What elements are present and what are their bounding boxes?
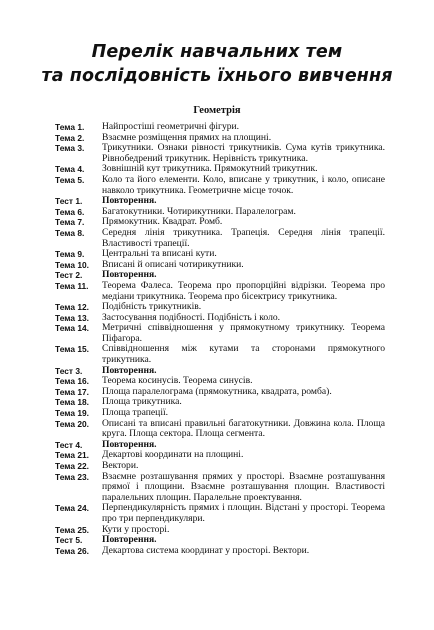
topics-list	[55, 122, 385, 556]
topic-title: Декартові координати на площині.	[102, 449, 244, 461]
topic-title: Повторення.	[102, 195, 157, 207]
topic-number: Тема 10.	[55, 259, 89, 270]
topic-title: Прямокутник. Квадрат. Ромб.	[102, 216, 223, 228]
topic-number: Тема 9.	[55, 249, 85, 260]
topic-number: Тема 4.	[55, 164, 85, 175]
topic-number: Тема 16.	[55, 376, 89, 387]
topic-number: Тест 3.	[55, 365, 83, 376]
topic-title: Повторення.	[102, 364, 157, 376]
topic-title: Коло та його елементи. Коло, вписане у трикутник, і коло, описане навколо трикутника. Геометричне місце точок.	[102, 173, 385, 196]
topic-number: Тест 4.	[55, 439, 83, 450]
topic-row	[55, 461, 385, 472]
topic-number: Тема 1.	[55, 122, 85, 132]
topic-number: Тема 22.	[55, 461, 89, 471]
topic-number: Тема 25.	[55, 524, 89, 535]
topic-row	[55, 122, 385, 133]
topic-title: Теорема косинусів. Теорема синусів.	[102, 375, 253, 387]
topic-title: Площа трикутника.	[102, 396, 182, 408]
topic-row	[55, 175, 385, 196]
topic-number: Тест 2.	[55, 270, 83, 281]
topic-title: Метричні співвідношення у прямокутному трикутнику. Теорема Піфагора.	[102, 322, 385, 344]
topic-title: Вписані й описані чотирикутники.	[102, 258, 244, 270]
topic-number: Тема 6.	[55, 206, 85, 217]
topic-title: Трикутники. Ознаки рівності трикутників. Сума кутів трикутника. Рівнобедрений трикутник. Нерівність трикутника.	[102, 142, 385, 164]
topic-row	[55, 472, 385, 504]
topic-title: Площа паралелограма (прямокутника, квадрата, ромба).	[102, 385, 332, 397]
topic-title: Вектори.	[102, 460, 139, 471]
topic-row	[55, 344, 385, 365]
topic-number: Тема 5.	[55, 174, 85, 185]
topic-title: Теорема Фалеса. Теорема про пропорційні відрізки. Теорема про медіани трикутника. Теорема про бісектрису трикутника.	[102, 279, 385, 302]
topic-number: Тема 12.	[55, 302, 89, 313]
section-heading: Геометрія	[193, 105, 241, 116]
topic-title: Взаємне розміщення прямих на площині.	[102, 131, 272, 143]
topic-title: Центральні та вписані кути.	[102, 248, 217, 260]
topic-row	[55, 143, 385, 164]
topic-number: Тема 13.	[55, 312, 89, 323]
topic-number: Тест 1.	[55, 196, 83, 207]
topic-number: Тема 26.	[55, 545, 89, 556]
topic-number: Тема 8.	[55, 227, 85, 238]
topic-row	[55, 281, 385, 302]
page-title-line-2: та послідовність їхнього вивчення	[41, 66, 393, 86]
topic-number: Тема 2.	[55, 132, 85, 143]
topic-title: Співвідношення між кутами та сторонами прямокутного трикутника.	[102, 343, 385, 366]
topic-number: Тема 11.	[55, 280, 89, 291]
topic-row	[55, 228, 385, 249]
topic-title: Повторення.	[102, 438, 157, 450]
topic-title: Застосування подібності. Подібність і коло.	[102, 311, 281, 323]
topic-row	[55, 546, 385, 557]
topic-title: Найпростіші геометричні фігури.	[102, 121, 240, 132]
page-title	[0, 40, 434, 88]
topic-title: Декартова система координат у просторі. Вектори.	[102, 544, 310, 556]
topic-row	[55, 419, 385, 440]
topic-number: Тема 23.	[55, 471, 89, 482]
topic-title: Перпендикулярність прямих і площин. Відстані у просторі. Теорема про три перпендикуляри.	[102, 502, 385, 524]
topic-number: Тема 3.	[55, 143, 85, 154]
topic-title: Середня лінія трикутника. Трапеція. Середня лінія трапеції. Властивості трапеції.	[102, 226, 385, 249]
topic-title: Кути у просторі.	[102, 523, 170, 535]
topic-number: Тема 7.	[55, 217, 85, 228]
topic-number: Тест 5.	[55, 535, 83, 546]
topic-title: Повторення.	[102, 534, 157, 546]
topic-number: Тема 15.	[55, 344, 89, 355]
topic-title: Площа трапеції.	[102, 407, 169, 419]
topic-title: Описані та вписані правильні багатокутники. Довжина кола. Площа круга. Площа сектора. Площа сегмента.	[102, 417, 385, 440]
topic-title: Взаємне розташування прямих у просторі. Взаємне розташування прямої і площини. Взаємне розташування площин. Властивості паралельних площин. Паралельне проектування.	[102, 470, 385, 503]
topic-number: Тема 14.	[55, 323, 89, 334]
topic-title: Багатокутники. Чотирикутники. Паралелограм.	[102, 205, 296, 217]
topic-title: Зовнішній кут трикутника. Прямокутний трикутник.	[102, 163, 318, 175]
page-title-line-1: Перелік навчальних тем	[91, 42, 343, 62]
topic-number: Тема 21.	[55, 450, 89, 461]
topic-title: Повторення.	[102, 269, 157, 281]
topic-number: Тема 24.	[55, 503, 89, 514]
topic-title: Подібність трикутників.	[102, 301, 202, 313]
topic-number: Тема 19.	[55, 408, 89, 419]
topic-number: Тема 20.	[55, 418, 89, 429]
topic-row	[55, 323, 385, 344]
topic-row	[55, 503, 385, 524]
topic-number: Тема 18.	[55, 397, 89, 408]
topic-number: Тема 17.	[55, 386, 89, 397]
